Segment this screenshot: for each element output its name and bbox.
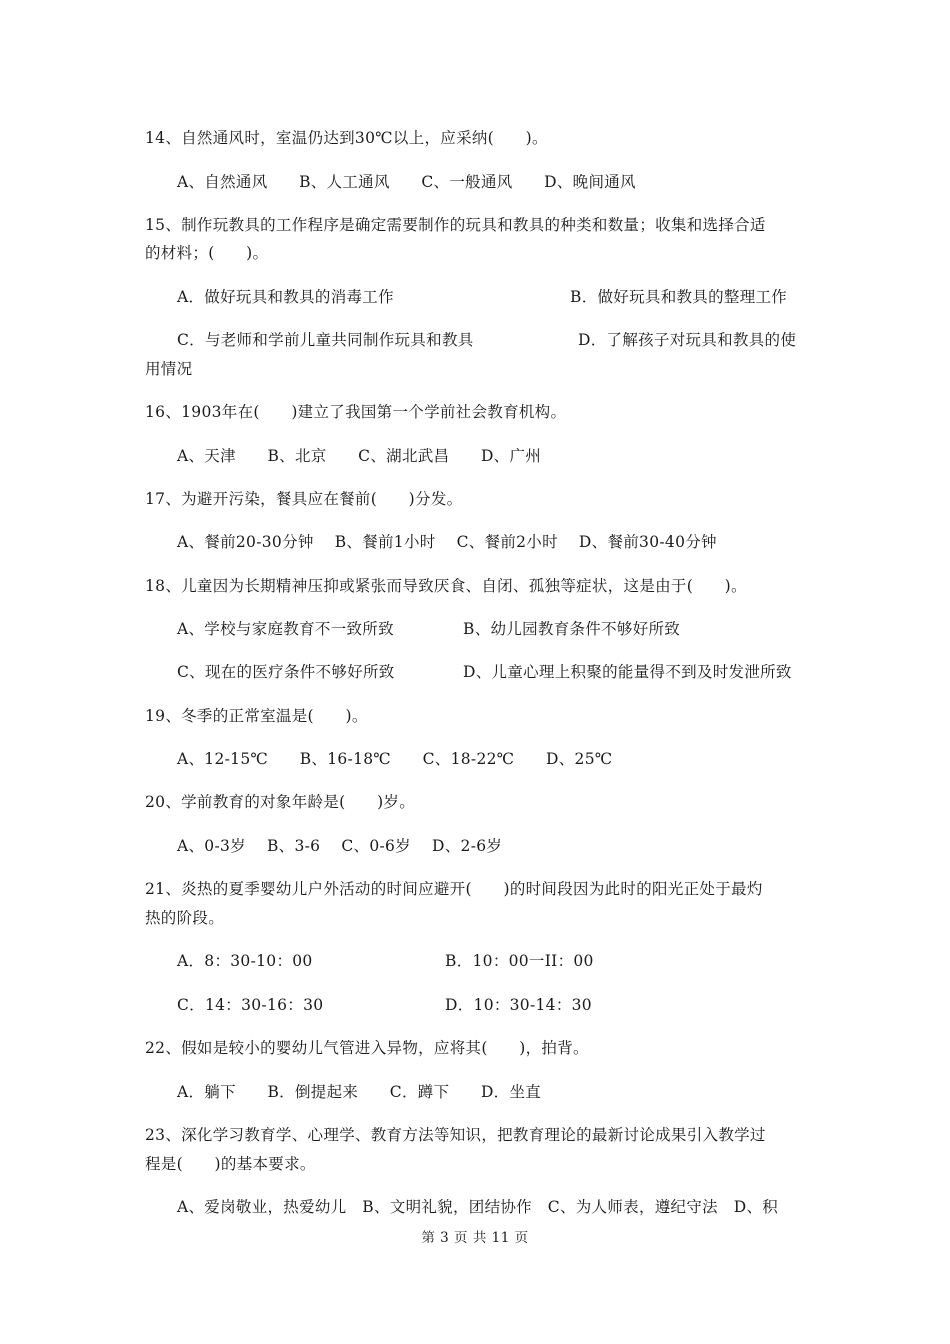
question-16-stem: 16、1903年在( )建立了我国第一个学前社会教育机构。 xyxy=(145,403,567,421)
question-15-option-d-continued: 用情况 xyxy=(145,360,193,378)
page-number-footer: 第 3 页 共 11 页 xyxy=(421,1230,529,1246)
question-14-options: A、自然通风 B、人工通风 C、一般通风 D、晚间通风 xyxy=(177,173,636,191)
question-18-stem: 18、儿童因为长期精神压抑或紧张而导致厌食、自闭、孤独等症状，这是由于( )。 xyxy=(145,577,747,595)
question-14-stem: 14、自然通风时，室温仍达到30℃以上，应采纳( )。 xyxy=(145,129,548,147)
question-23-stem-line-1: 23、深化学习教育学、心理学、教育方法等知识，把教育理论的最新讨论成果引入教学过 xyxy=(145,1126,766,1144)
question-18-option-a: A、学校与家庭教育不一致所致 xyxy=(177,620,394,638)
question-19-options: A、12-15℃ B、16-18℃ C、18-22℃ D、25℃ xyxy=(177,750,613,768)
question-22-stem: 22、假如是较小的婴幼儿气管进入异物，应将其( )，拍背。 xyxy=(145,1039,589,1057)
question-21-option-c: C．14：30-16：30 xyxy=(177,996,324,1014)
question-15-stem-line-2: 的材料；( )。 xyxy=(145,244,269,262)
question-18-option-b: B、幼儿园教育条件不够好所致 xyxy=(463,620,681,638)
question-20-stem: 20、学前教育的对象年龄是( )岁。 xyxy=(145,793,416,811)
question-15-option-b: B．做好玩具和教具的整理工作 xyxy=(570,288,788,306)
question-21-option-a: A．8：30-10：00 xyxy=(177,952,313,970)
question-15-option-a: A．做好玩具和教具的消毒工作 xyxy=(177,288,394,306)
question-21-stem-line-1: 21、炎热的夏季婴幼儿户外活动的时间应避开( )的时间段因为此时的阳光正处于最灼 xyxy=(145,880,763,898)
question-21-option-d: D．10：30-14：30 xyxy=(445,996,592,1014)
question-18-option-d: D、儿童心理上积聚的能量得不到及时发泄所致 xyxy=(463,663,792,681)
question-21-stem-line-2: 热的阶段。 xyxy=(145,909,225,927)
question-21-option-b: B．10：00一II：00 xyxy=(445,952,594,970)
question-18-option-c: C、现在的医疗条件不够好所致 xyxy=(177,663,395,681)
question-20-options: A、0-3岁 B、3-6 C、0-6岁 D、2-6岁 xyxy=(177,837,503,855)
question-17-options: A、餐前20-30分钟 B、餐前1小时 C、餐前2小时 D、餐前30-40分钟 xyxy=(177,533,717,551)
question-15-option-d: D．了解孩子对玩具和教具的使 xyxy=(578,331,797,349)
question-16-options: A、天津 B、北京 C、湖北武昌 D、广州 xyxy=(177,447,542,465)
question-23-options: A、爱岗敬业，热爱幼儿 B、文明礼貌，团结协作 C、为人师表，遵纪守法 D、积 xyxy=(177,1198,779,1216)
question-15-option-c: C．与老师和学前儿童共同制作玩具和教具 xyxy=(177,331,474,349)
question-19-stem: 19、冬季的正常室温是( )。 xyxy=(145,707,368,725)
question-17-stem: 17、为避开污染，餐具应在餐前( )分发。 xyxy=(145,490,463,508)
question-15-stem-line-1: 15、制作玩教具的工作程序是确定需要制作的玩具和教具的种类和数量；收集和选择合适 xyxy=(145,216,766,234)
question-22-options: A．躺下 B．倒提起来 C．蹲下 D．坐直 xyxy=(177,1083,542,1101)
question-23-stem-line-2: 程是( )的基本要求。 xyxy=(145,1155,316,1173)
